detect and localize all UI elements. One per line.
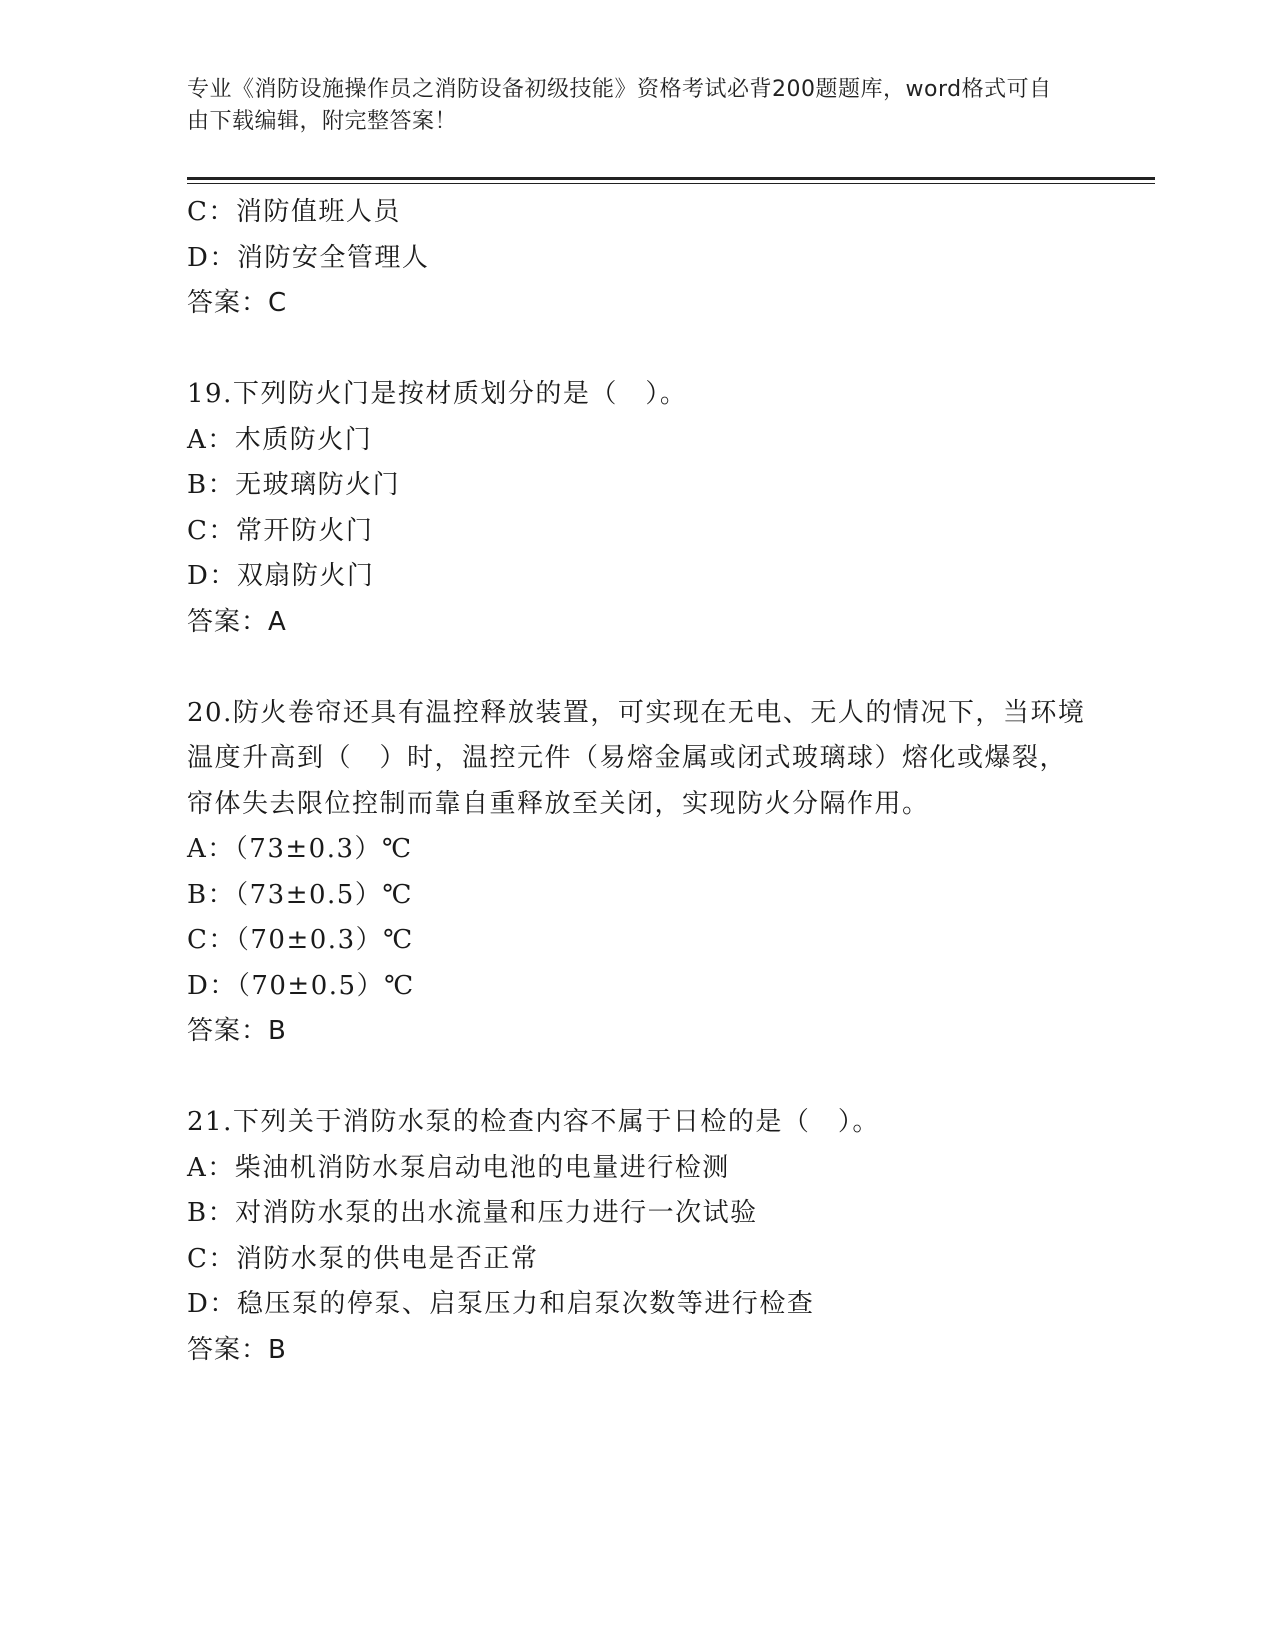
- question-21: [187, 1100, 1087, 1373]
- option-d: D：稳压泵的停泵、启泵压力和启泵次数等进行检查: [187, 1289, 815, 1319]
- spacer: [187, 327, 1087, 373]
- question-stem: 21.下列关于消防水泵的检查内容不属于日检的是（ ）。: [187, 1107, 880, 1137]
- spacer: [187, 645, 1087, 691]
- option-b: B：（73±0.5）℃: [187, 879, 413, 910]
- option-c: C：（70±0.3）℃: [187, 925, 414, 955]
- question-continued: [187, 190, 1087, 327]
- option-d: D：（70±0.5）℃: [187, 970, 415, 1001]
- option-d: D：双扇防火门: [187, 561, 375, 591]
- option-c: C：消防值班人员: [187, 197, 401, 227]
- option-a: A：（73±0.3）℃: [187, 834, 413, 864]
- option-d: D：消防安全管理人: [187, 242, 430, 273]
- question-19: [187, 372, 1087, 645]
- option-b: B：无玻璃防火门: [187, 470, 401, 500]
- document-header: 专业《消防设施操作员之消防设备初级技能》资格考试必背200题题库，word格式可自由下载编辑，附完整答案！: [187, 77, 1052, 134]
- option-a: A：柴油机消防水泵启动电池的电量进行检测: [187, 1152, 730, 1183]
- answer-line: 答案：B: [187, 1334, 287, 1365]
- question-stem: 19.下列防火门是按材质划分的是（ ）。: [187, 379, 688, 409]
- header-divider-thin: [187, 183, 1155, 184]
- question-20: [187, 691, 1087, 1055]
- answer-line: 答案：A: [187, 606, 287, 637]
- option-b: B：对消防水泵的出水流量和压力进行一次试验: [187, 1198, 758, 1228]
- spacer: [187, 1055, 1087, 1101]
- answer-line: 答案：B: [187, 1016, 287, 1046]
- question-list: [187, 190, 1087, 1373]
- option-a: A：木质防火门: [187, 424, 373, 455]
- header-divider: [187, 177, 1155, 180]
- option-c: C：常开防火门: [187, 515, 374, 546]
- question-stem: 20.防火卷帘还具有温控释放装置，可实现在无电、无人的情况下，当环境温度升高到（ ）时，温控元件（易熔金属或闭式玻璃球）熔化或爆裂，帘体失去限位控制而靠自重释放至关闭，实现防火分隔作用。: [187, 697, 1086, 819]
- option-c: C：消防水泵的供电是否正常: [187, 1243, 539, 1274]
- answer-line: 答案：C: [187, 288, 288, 318]
